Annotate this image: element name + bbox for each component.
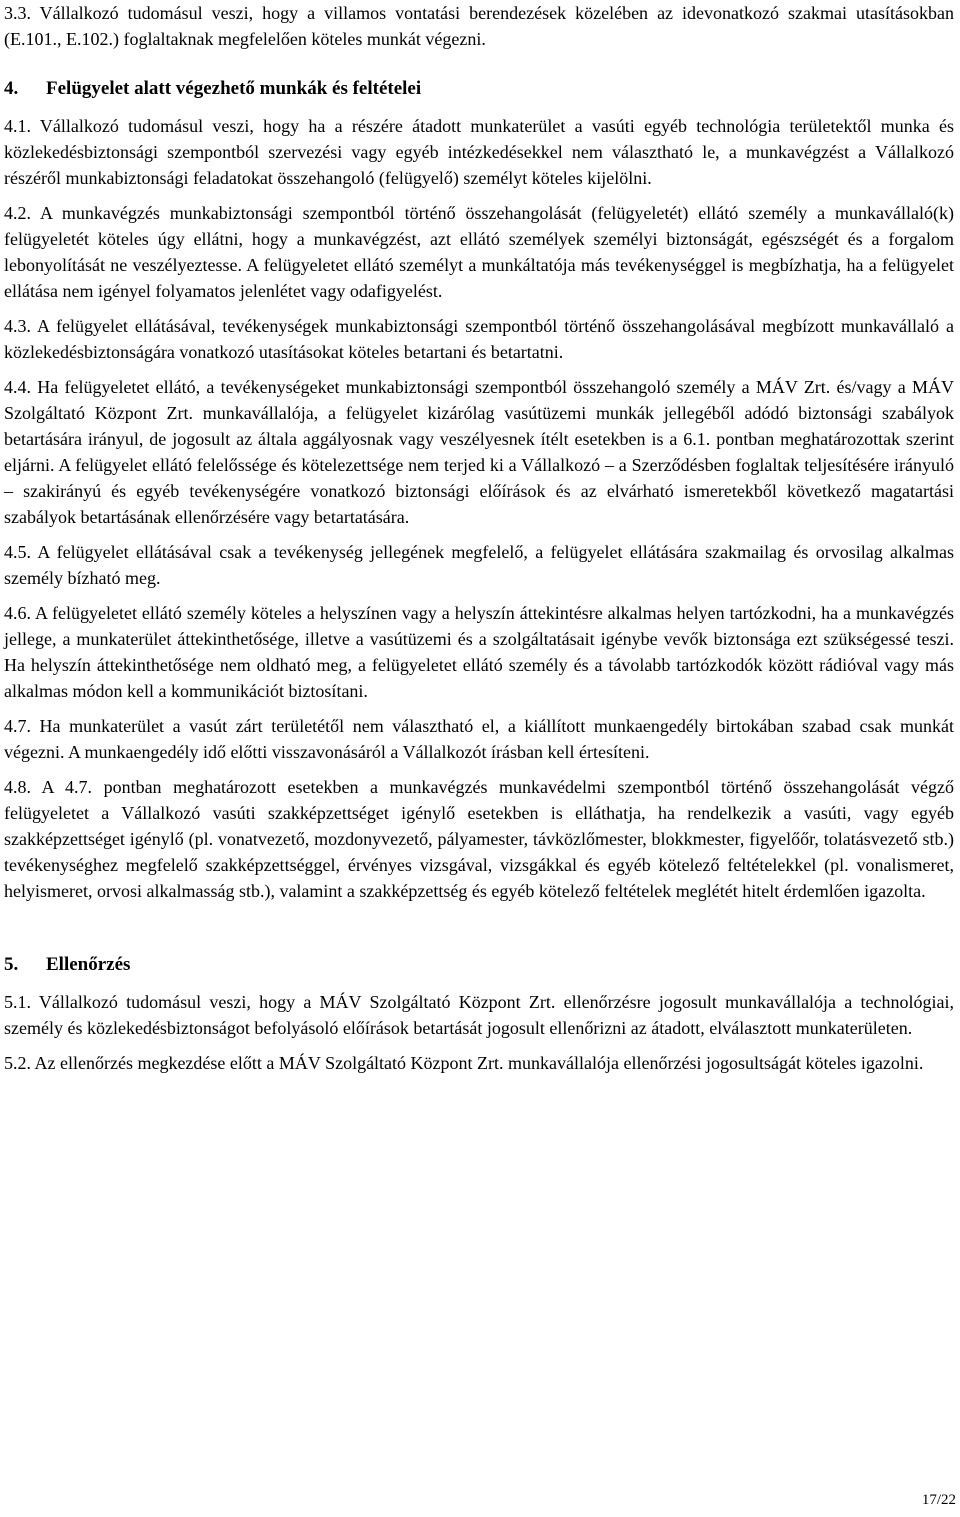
page-number: 17/22	[921, 1492, 956, 1508]
paragraph-5-2: 5.2. Az ellenőrzés megkezdése előtt a MÁV Szolgáltató Központ Zrt. munkavállalója ellenőrzési jogosultságát köteles igazolni.	[4, 1053, 924, 1073]
paragraph-4-4: 4.4. Ha felügyeletet ellátó, a tevékenységeket munkabiztonsági szempontból összehangoló személy a MÁV Zrt. és/vagy a MÁV Szolgáltató Központ Zrt. munkavállalója, a felügyelet kizárólag vasútüzemi munkák jellegéből adódó biztonsági szabályok betartására irányul, de jogosult az általa aggályosnak vagy veszélyesnek ítélt esetekben is a 6.1. pontban meghatározottak szerint eljárni. A felügyelet ellátó felelőssége és kötelezettsége nem terjed ki a Vállalkozó – a Szerződésben foglaltak teljesítésére irányuló – szakirányú és egyéb tevékenységére vonatkozó biztonsági előírások és az elvárható ismeretekből következő magatartási szabályok betartásának ellenőrzésére vagy betartatására.	[4, 377, 954, 527]
paragraph-4-2: 4.2. A munkavégzés munkabiztonsági szempontból történő összehangolását (felügyeletét) ellátó személy a munkavállaló(k) felügyeletét köteles úgy ellátni, hogy a munkavégzést, azt ellátó személyek személyi biztonságát, egészségét és a forgalom lebonyolítását ne veszélyeztesse. A felügyeletet ellátó személyt a munkáltatója más tevékenységgel is megbízhatja, ha a felügyelet ellátása nem igényel folyamatos jelenlétet vagy odafigyelést.	[4, 203, 954, 301]
paragraph-5-1: 5.1. Vállalkozó tudomásul veszi, hogy a MÁV Szolgáltató Központ Zrt. ellenőrzésre jogosult munkavállalója a technológiai, személy és közlekedésbiztonságot befolyásoló előírások betartását jogosult ellenőrizni az átadott, elválasztott munkaterületen.	[4, 992, 954, 1038]
section-title: Ellenőrzés	[46, 954, 131, 975]
section-heading-5	[4, 952, 954, 978]
paragraph-4-8: 4.8. A 4.7. pontban meghatározott esetekben a munkavégzés munkavédelmi szempontból történő összehangolását végző felügyeletet a Vállalkozó vasúti szakképzettséget igénylő esetekben is elláthatja, ha rendelkezik a vasúti, vagy egyéb szakképzettséget igénylő (pl. vonatvezető, mozdonyvezető, pályamester, távközlőmester, blokkmester, figyelőőr, tolatásvezető stb.) tevékenységhez megfelelő szakképzettséggel, érvényes vizsgával, vizsgákkal és egyéb kötelező feltételekkel (pl. vonalismeret, helyismeret, orvosi alkalmasság stb.), valamint a szakképzettség és egyéb kötelező feltételek meglétét hitelt érdemlően igazolta.	[4, 777, 954, 901]
section-heading-4	[4, 76, 954, 102]
paragraph-4-6: 4.6. A felügyeletet ellátó személy köteles a helyszínen vagy a helyszín áttekintésre alkalmas helyen tartózkodni, ha a munkavégzés jellege, a munkaterület áttekinthetősége, illetve a vasútüzemi és a szolgáltatásait igénybe vevők biztonsága ezt szükségessé teszi. Ha helyszín áttekinthetősége nem oldható meg, a felügyeletet ellátó személy és a távolabb tartózkodók között rádióval vagy más alkalmas módon kell a kommunikációt biztosítani.	[4, 603, 954, 701]
paragraph-4-1: 4.1. Vállalkozó tudomásul veszi, hogy ha a részére átadott munkaterület a vasúti egyéb technológia területektől munka és közlekedésbiztonsági szempontból szervezési vagy egyéb intézkedésekkel nem választható le, a munkavégzést a Vállalkozó részéről munkabiztonsági feladatokat összehangoló (felügyelő) személyt köteles kijelölni.	[4, 116, 954, 188]
paragraph-4-7: 4.7. Ha munkaterület a vasút zárt területétől nem választható el, a kiállított munkaengedély birtokában szabad csak munkát végezni. A munkaengedély idő előtti visszavonásáról a Vállalkozót írásban kell értesíteni.	[4, 716, 954, 762]
paragraph-4-3: 4.3. A felügyelet ellátásával, tevékenységek munkabiztonsági szempontból történő összehangolásával megbízott munkavállaló a közlekedésbiztonságára vonatkozó utasításokat köteles betartani és betartatni.	[4, 316, 954, 362]
section-number: 5.	[4, 954, 19, 975]
section-number: 4.	[4, 78, 19, 99]
section-title: Felügyelet alatt végezhető munkák és feltételei	[46, 78, 422, 99]
document-page	[4, 0, 954, 1076]
paragraph-4-5: 4.5. A felügyelet ellátásával csak a tevékenység jellegének megfelelő, a felügyelet ellátására szakmailag és orvosilag alkalmas személy bízható meg.	[4, 542, 954, 588]
paragraph-3-3: 3.3. Vállalkozó tudomásul veszi, hogy a villamos vontatási berendezések közelében az idevonatkozó szakmai utasításokban (E.101., E.102.) foglaltaknak megfelelően köteles munkát végezni.	[4, 3, 954, 49]
